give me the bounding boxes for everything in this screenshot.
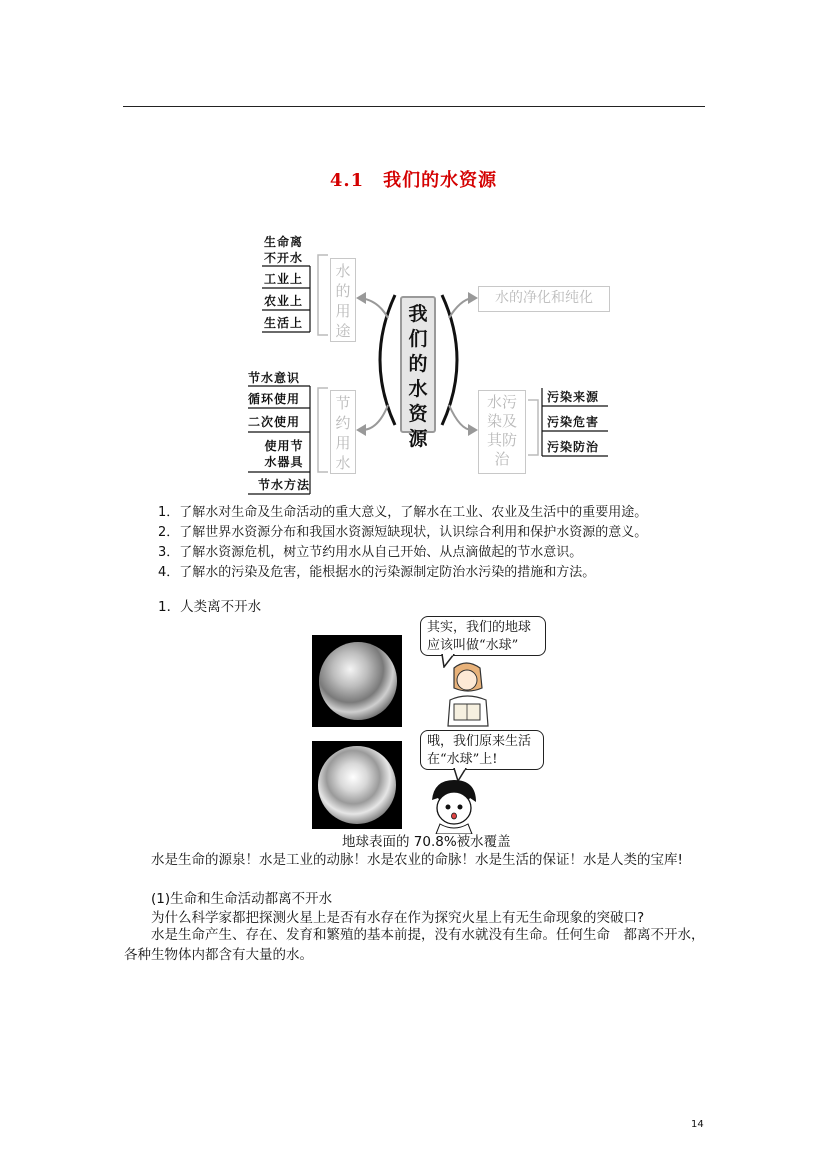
objective-4: 4．了解水的污染及危害，能根据水的污染源制定防治水污染的措施和方法。	[158, 565, 596, 580]
save-box: 节约用水	[330, 390, 356, 474]
paragraph-water-importance: 水是生命的源泉！水是工业的动脉！水是农业的命脉！水是生活的保证！水是人类的宝库!	[151, 852, 683, 868]
objective-2: 2．了解世界水资源分布和我国水资源短缺现状，认识综合利用和保护水资源的意义。	[158, 525, 648, 540]
mindmap-center: 我们的水资源	[400, 296, 436, 433]
speech-bubble-1: 其实，我们的地球应该叫做“水球”	[420, 616, 546, 656]
objective-1: 1．了解水对生命及生命活动的重大意义，了解水在工业、农业及生活中的重要用途。	[158, 505, 648, 520]
subheading-life: (1)生命和生命活动都离不开水	[151, 891, 333, 907]
pollution-item-harm: 污染危害	[547, 415, 600, 429]
uses-item-daily: 生活上	[264, 316, 304, 330]
girl-reading-figure	[442, 660, 494, 728]
speech-bubble-2: 哦，我们原来生活在“水球”上!	[420, 730, 544, 770]
uses-item-agriculture: 农业上	[264, 294, 304, 308]
purify-box: 水的净化和纯化	[478, 286, 610, 312]
save-item-devices: 使用节水器具	[264, 439, 304, 469]
uses-item-industry: 工业上	[264, 272, 304, 286]
boy-figure	[426, 778, 482, 834]
paragraph-mars-question: 为什么科学家都把探测火星上是否有水存在作为探究火星上有无生命现象的突破口?	[151, 910, 645, 926]
uses-item-life: 生命离不开水	[264, 235, 304, 265]
pollution-item-source: 污染来源	[547, 390, 600, 404]
section-heading: 1．人类离不开水	[158, 599, 262, 615]
page-title: 4.1 我们的水资源	[329, 170, 498, 191]
earth-image-1	[312, 635, 402, 727]
page-number: 14	[691, 1119, 704, 1130]
earth-image-2	[312, 741, 402, 829]
save-item-recycle: 循环使用	[248, 392, 301, 406]
pollution-item-prevention: 污染防治	[547, 440, 600, 454]
save-item-methods: 节水方法	[258, 478, 311, 492]
objective-3: 3．了解水资源危机，树立节约用水从自己开始、从点滴做起的节水意识。	[158, 545, 583, 560]
save-item-reuse: 二次使用	[248, 415, 301, 429]
uses-box: 水的用途	[330, 258, 356, 342]
save-item-awareness: 节水意识	[248, 371, 301, 385]
paragraph-life-water: 水是生命产生、存在、发育和繁殖的基本前提，没有水就没有生命。任何生命 都离不开水，各种生物体内都含有大量的水。	[124, 927, 705, 963]
figure-caption: 地球表面的 70.8%被水覆盖	[342, 834, 511, 850]
pollution-box: 水污染及其防治	[478, 390, 526, 474]
